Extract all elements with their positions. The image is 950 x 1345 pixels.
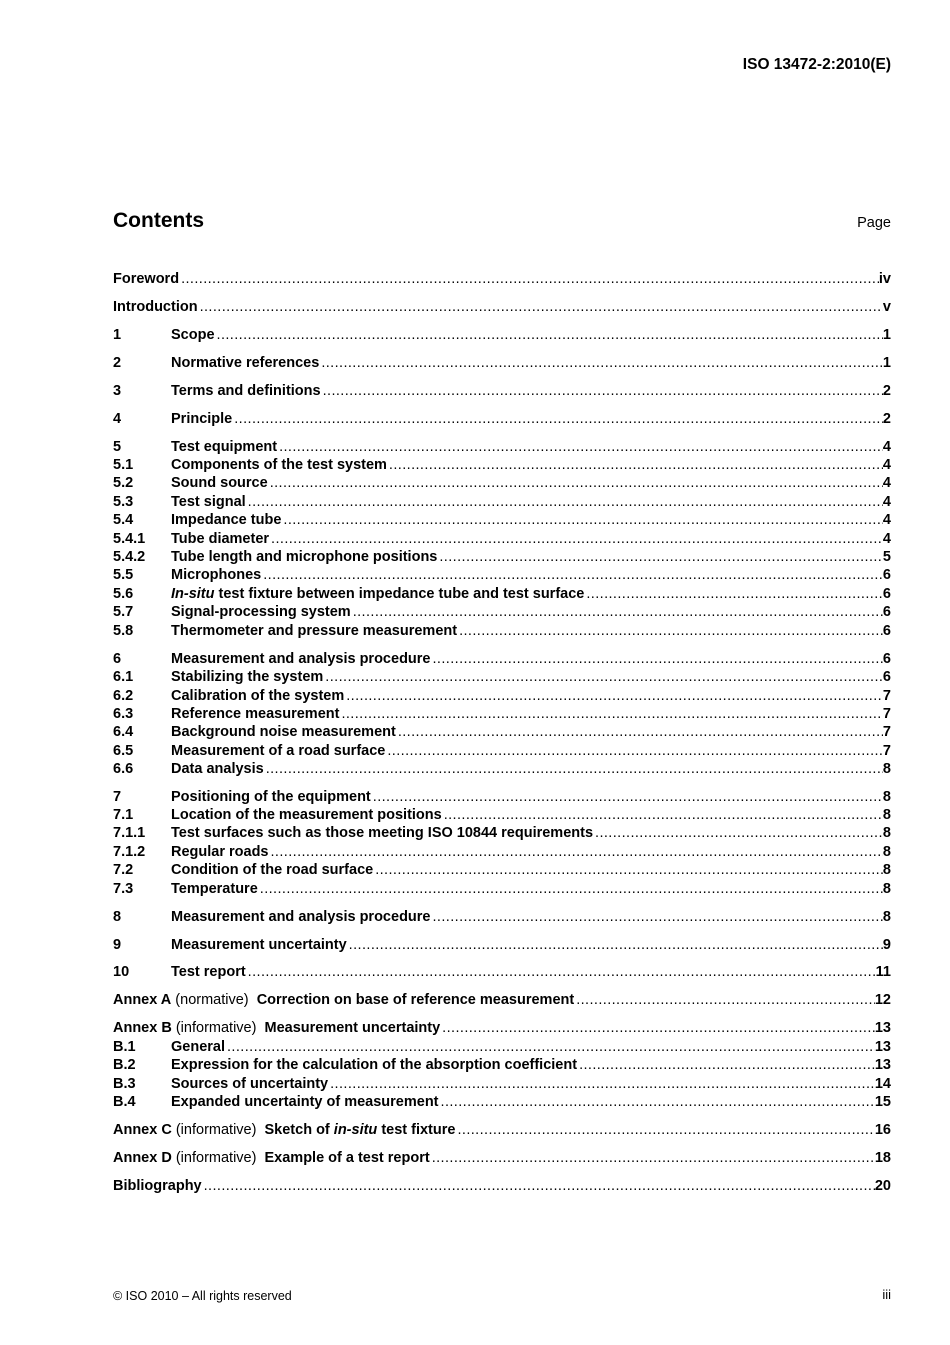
annex-kind: (informative) xyxy=(171,1122,265,1138)
dot-leader xyxy=(200,298,883,316)
toc-entry-number: 5.7 xyxy=(113,604,134,620)
toc-entry-title xyxy=(113,1121,455,1139)
toc-entry-page: 4 xyxy=(882,475,891,491)
toc-entry[interactable] xyxy=(113,326,891,344)
title-text: Sound source xyxy=(171,475,268,491)
toc-entry[interactable] xyxy=(113,723,891,741)
document-id: ISO 13472-2:2010(E) xyxy=(742,56,891,73)
toc-entry-title xyxy=(171,908,431,926)
title-text: Reference measurement xyxy=(171,706,340,722)
title-text: Sources of uncertainty xyxy=(171,1076,329,1092)
title-text: Example of a test report xyxy=(264,1150,430,1166)
toc-entry[interactable] xyxy=(113,511,891,529)
toc-entry[interactable] xyxy=(113,410,891,428)
title-text: General xyxy=(171,1039,225,1055)
title-text: Measurement uncertainty xyxy=(264,1020,441,1036)
toc-entry-page: 8 xyxy=(882,761,891,777)
toc-entry-title xyxy=(171,1075,328,1093)
toc-entry-title xyxy=(171,456,387,474)
toc-entry-page: iv xyxy=(878,271,891,287)
annex-label: Annex C xyxy=(113,1122,172,1138)
toc-entry[interactable] xyxy=(113,806,891,824)
toc-entry-title xyxy=(171,861,373,879)
dot-leader xyxy=(330,1075,875,1093)
toc-entry-title xyxy=(171,354,319,372)
dot-leader xyxy=(586,585,883,603)
toc-entry-number: 6.1 xyxy=(113,669,134,685)
toc-entry-page: 5 xyxy=(882,549,891,565)
dot-leader xyxy=(321,354,883,372)
toc-entry-number: 6.5 xyxy=(113,743,134,759)
toc-entry-number: 6.2 xyxy=(113,688,134,704)
toc-entry-title xyxy=(171,760,264,778)
toc-entry-title xyxy=(171,603,351,621)
title-italic: In-situ xyxy=(171,586,215,602)
title-text: Test report xyxy=(171,964,246,980)
dot-leader xyxy=(433,908,883,926)
title-text: test fixture between impedance tube and test surface xyxy=(214,586,585,602)
toc-entry-page: 6 xyxy=(882,623,891,639)
toc-entry-number: 7.1.2 xyxy=(113,844,146,860)
title-text: Test equipment xyxy=(171,439,278,455)
toc-entry[interactable] xyxy=(113,991,891,1009)
toc-entry-number: 6.6 xyxy=(113,761,134,777)
toc-entry[interactable] xyxy=(113,456,891,474)
toc-entry[interactable] xyxy=(113,705,891,723)
toc-entry-page: 7 xyxy=(882,724,891,740)
toc-entry[interactable] xyxy=(113,1177,891,1195)
toc-entry[interactable] xyxy=(113,1038,891,1056)
toc-entry[interactable] xyxy=(113,908,891,926)
toc-entry-title xyxy=(171,548,437,566)
toc-entry-page: 2 xyxy=(882,383,891,399)
toc-entry-page: 4 xyxy=(882,512,891,528)
toc-entry[interactable] xyxy=(113,382,891,400)
toc-entry-number: B.2 xyxy=(113,1057,136,1073)
toc-entry-page: 18 xyxy=(874,1150,891,1166)
toc-entry-number: 7.3 xyxy=(113,881,134,897)
dot-leader xyxy=(433,650,883,668)
toc-entry-title xyxy=(171,511,281,529)
toc-entry-title xyxy=(171,1056,577,1074)
dot-leader xyxy=(346,687,883,705)
annex-label: Annex B xyxy=(113,1020,172,1036)
dot-leader xyxy=(266,760,883,778)
toc-entry-page: 13 xyxy=(874,1039,891,1055)
toc-entry-number: 6.3 xyxy=(113,706,134,722)
dot-leader xyxy=(349,936,883,954)
title-text: Tube length and microphone positions xyxy=(171,549,438,565)
toc-entry-number: 5.5 xyxy=(113,567,134,583)
title-text: Test surfaces such as those meeting ISO 10844 requirements xyxy=(171,825,594,841)
toc-entry-page: 4 xyxy=(882,439,891,455)
toc-entry-number: 6 xyxy=(113,651,122,667)
toc-entry-page: 8 xyxy=(882,881,891,897)
dot-leader xyxy=(375,861,883,879)
toc-entry-page: 4 xyxy=(882,457,891,473)
title-text: Data analysis xyxy=(171,761,264,777)
toc-entry-page: 8 xyxy=(882,825,891,841)
toc-entry-page: 8 xyxy=(882,807,891,823)
annex-kind: (informative) xyxy=(171,1150,265,1166)
toc-entry-number: 1 xyxy=(113,327,122,343)
title-text: Measurement and analysis procedure xyxy=(171,909,431,925)
dot-leader xyxy=(271,530,883,548)
title-text: Measurement of a road surface xyxy=(171,743,386,759)
toc-entry[interactable] xyxy=(113,668,891,686)
toc-entry-title xyxy=(171,668,323,686)
title-text: Calibration of the system xyxy=(171,688,345,704)
dot-leader xyxy=(248,963,876,981)
dot-leader xyxy=(398,723,883,741)
page-number: iii xyxy=(882,1287,891,1302)
toc-entry-page: 11 xyxy=(875,964,891,980)
toc-entry-title xyxy=(171,742,385,760)
toc-entry-page: 12 xyxy=(874,992,891,1008)
toc-entry-page: 14 xyxy=(874,1076,891,1092)
dot-leader xyxy=(441,1093,875,1111)
dot-leader xyxy=(181,270,879,288)
toc-entry-page: v xyxy=(882,299,891,315)
toc-entry[interactable] xyxy=(113,1149,891,1167)
title-text: Measurement uncertainty xyxy=(171,937,347,953)
title-text: Foreword xyxy=(113,271,180,287)
toc-entry-title xyxy=(171,936,347,954)
toc-entry-number: B.3 xyxy=(113,1076,136,1092)
toc-entry-number: 8 xyxy=(113,909,122,925)
title-text: Stabilizing the system xyxy=(171,669,324,685)
toc-entry-title xyxy=(171,622,457,640)
dot-leader xyxy=(595,824,883,842)
dot-leader xyxy=(217,326,883,344)
dot-leader xyxy=(283,511,883,529)
annex-kind: (normative) xyxy=(171,992,257,1008)
dot-leader xyxy=(387,742,883,760)
toc-entry-number: 5.1 xyxy=(113,457,134,473)
toc-entry-title xyxy=(113,1149,430,1167)
toc-entry-page: 8 xyxy=(882,789,891,805)
annex-label: Annex A xyxy=(113,992,172,1008)
toc-entry-title xyxy=(113,1177,202,1195)
title-text: Regular roads xyxy=(171,844,269,860)
title-text: Expression for the calculation of the absorption coefficient xyxy=(171,1057,578,1073)
toc-entry-title xyxy=(113,991,574,1009)
toc-entry-title xyxy=(171,824,593,842)
toc-entry-number: 5.6 xyxy=(113,586,134,602)
toc-entry-number: 6.4 xyxy=(113,724,134,740)
toc-entry-number: 5.2 xyxy=(113,475,134,491)
annex-label: Annex D xyxy=(113,1150,172,1166)
toc-entry-number: 7.1 xyxy=(113,807,134,823)
toc-entry-number: 5.4 xyxy=(113,512,134,528)
dot-leader xyxy=(248,493,883,511)
toc-entry-title xyxy=(171,723,396,741)
toc-entry-title xyxy=(171,566,261,584)
toc-entry-number: 3 xyxy=(113,383,122,399)
toc-entry-number: 7.2 xyxy=(113,862,134,878)
title-italic: in-situ xyxy=(333,1122,378,1138)
toc-entry-page: 4 xyxy=(882,494,891,510)
title-text: Terms and definitions xyxy=(171,383,321,399)
toc-entry[interactable] xyxy=(113,1121,891,1139)
dot-leader xyxy=(341,705,882,723)
title-text: Background noise measurement xyxy=(171,724,396,740)
toc-entry[interactable] xyxy=(113,1019,891,1037)
toc-entry-title xyxy=(171,1038,225,1056)
toc-entry-number: 7.1.1 xyxy=(113,825,146,841)
dot-leader xyxy=(263,566,883,584)
toc-entry-title xyxy=(171,474,268,492)
dot-leader xyxy=(373,788,883,806)
dot-leader xyxy=(353,603,883,621)
toc-entry-page: 6 xyxy=(882,604,891,620)
dot-leader xyxy=(279,438,883,456)
toc-entry[interactable] xyxy=(113,760,891,778)
toc-entry-number: 5.4.2 xyxy=(113,549,146,565)
title-text: Principle xyxy=(171,411,233,427)
toc-entry-title xyxy=(171,788,371,806)
toc-entry[interactable] xyxy=(113,474,891,492)
dot-leader xyxy=(234,410,883,428)
toc-entry-title xyxy=(171,963,246,981)
toc-entry-page: 2 xyxy=(882,411,891,427)
toc-entry-page: 7 xyxy=(882,743,891,759)
title-text: Signal-processing system xyxy=(171,604,351,620)
page-title: Contents xyxy=(113,209,204,232)
toc-entry-title xyxy=(113,1019,440,1037)
toc-entry-title xyxy=(171,843,269,861)
toc-entry-page: 9 xyxy=(882,937,891,953)
title-text: Location of the measurement positions xyxy=(171,807,442,823)
toc-entry-title xyxy=(171,585,584,603)
toc-entry[interactable] xyxy=(113,1093,891,1111)
title-text: Measurement and analysis procedure xyxy=(171,651,431,667)
toc-entry[interactable] xyxy=(113,438,891,456)
toc-entry-page: 1 xyxy=(882,327,891,343)
toc-entry[interactable] xyxy=(113,824,891,842)
toc-entry[interactable] xyxy=(113,880,891,898)
toc-entry-page: 7 xyxy=(882,688,891,704)
toc-entry-page: 6 xyxy=(882,651,891,667)
dot-leader xyxy=(323,382,883,400)
title-prefix: Sketch of xyxy=(264,1122,334,1138)
toc-entry-number: 7 xyxy=(113,789,122,805)
toc-entry-number: 5.8 xyxy=(113,623,134,639)
toc-entry[interactable] xyxy=(113,650,891,668)
toc-entry-page: 20 xyxy=(874,1178,891,1194)
title-text: Introduction xyxy=(113,299,198,315)
toc-entry-title xyxy=(171,410,232,428)
title-text: Microphones xyxy=(171,567,262,583)
dot-leader xyxy=(439,548,883,566)
toc-entry-title xyxy=(171,705,339,723)
copyright-notice: © ISO 2010 – All rights reserved xyxy=(113,1289,292,1303)
toc-entry[interactable] xyxy=(113,936,891,954)
dot-leader xyxy=(576,991,875,1009)
toc-entry-title xyxy=(171,326,215,344)
toc-entry[interactable] xyxy=(113,585,891,603)
toc-entry-title xyxy=(113,270,179,288)
toc-entry-number: 9 xyxy=(113,937,122,953)
toc-entry-number: 10 xyxy=(113,964,130,980)
page-column-label: Page xyxy=(857,215,891,231)
toc-entry-page: 6 xyxy=(882,586,891,602)
toc-entry-page: 13 xyxy=(874,1057,891,1073)
toc-entry-page: 6 xyxy=(882,567,891,583)
toc-entry-title xyxy=(171,530,269,548)
toc-entry-number: 2 xyxy=(113,355,122,371)
dot-leader xyxy=(325,668,883,686)
toc-entry-page: 8 xyxy=(882,844,891,860)
annex-kind: (informative) xyxy=(171,1020,265,1036)
toc-entry[interactable] xyxy=(113,530,891,548)
title-text: Temperature xyxy=(171,881,258,897)
toc-entry-page: 7 xyxy=(882,706,891,722)
title-text: Impedance tube xyxy=(171,512,282,528)
toc-entry-number: 5.3 xyxy=(113,494,134,510)
title-text: Components of the test system xyxy=(171,457,387,473)
title-text: Thermometer and pressure measurement xyxy=(171,623,458,639)
toc-entry-title xyxy=(171,438,277,456)
toc-entry-title xyxy=(171,1093,439,1111)
toc-entry[interactable] xyxy=(113,270,891,288)
toc-entry[interactable] xyxy=(113,1056,891,1074)
toc-entry[interactable] xyxy=(113,354,891,372)
title-text: Test signal xyxy=(171,494,246,510)
toc-entry-page: 6 xyxy=(882,669,891,685)
toc-entry-number: B.1 xyxy=(113,1039,136,1055)
toc-entry-title xyxy=(171,687,344,705)
dot-leader xyxy=(432,1149,875,1167)
title-text: Scope xyxy=(171,327,215,343)
title-text: Condition of the road surface xyxy=(171,862,374,878)
title-text: Correction on base of reference measurement xyxy=(256,992,575,1008)
dot-leader xyxy=(442,1019,875,1037)
title-text: test fixture xyxy=(377,1122,456,1138)
toc-entry[interactable] xyxy=(113,843,891,861)
toc-entry-number: 5.4.1 xyxy=(113,531,146,547)
toc-entry-page: 1 xyxy=(882,355,891,371)
toc-entry[interactable] xyxy=(113,861,891,879)
toc-entry[interactable] xyxy=(113,548,891,566)
dot-leader xyxy=(270,474,883,492)
toc-entry[interactable] xyxy=(113,298,891,316)
toc-entry-number: 4 xyxy=(113,411,122,427)
toc-entry-title xyxy=(171,493,246,511)
dot-leader xyxy=(260,880,883,898)
dot-leader xyxy=(389,456,883,474)
dot-leader xyxy=(227,1038,875,1056)
toc-entry[interactable] xyxy=(113,1075,891,1093)
toc-entry-page: 15 xyxy=(874,1094,891,1110)
title-text: Expanded uncertainty of measurement xyxy=(171,1094,439,1110)
toc-entry-number: B.4 xyxy=(113,1094,136,1110)
dot-leader xyxy=(579,1056,875,1074)
toc-entry[interactable] xyxy=(113,566,891,584)
toc-entry-title xyxy=(113,298,198,316)
title-text: Bibliography xyxy=(113,1178,202,1194)
title-text: Positioning of the equipment xyxy=(171,789,371,805)
toc-entry-title xyxy=(171,650,431,668)
toc-entry-page: 16 xyxy=(874,1122,891,1138)
toc-entry-title xyxy=(171,382,321,400)
title-text: Tube diameter xyxy=(171,531,270,547)
toc-entry[interactable] xyxy=(113,788,891,806)
title-text: Normative references xyxy=(171,355,320,371)
toc-entry-number: 5 xyxy=(113,439,122,455)
dot-leader xyxy=(459,622,883,640)
toc-entry-title xyxy=(171,880,258,898)
toc-entry[interactable] xyxy=(113,742,891,760)
toc-entry-page: 13 xyxy=(874,1020,891,1036)
toc-entry-page: 8 xyxy=(882,909,891,925)
dot-leader xyxy=(204,1177,875,1195)
dot-leader xyxy=(444,806,883,824)
toc-entry[interactable] xyxy=(113,622,891,640)
toc-entry[interactable] xyxy=(113,687,891,705)
toc-entry[interactable] xyxy=(113,963,891,981)
toc-entry[interactable] xyxy=(113,493,891,511)
toc-entry[interactable] xyxy=(113,603,891,621)
toc-entry-page: 4 xyxy=(882,531,891,547)
dot-leader xyxy=(457,1121,874,1139)
dot-leader xyxy=(271,843,883,861)
toc-entry-page: 8 xyxy=(882,862,891,878)
toc-entry-title xyxy=(171,806,442,824)
